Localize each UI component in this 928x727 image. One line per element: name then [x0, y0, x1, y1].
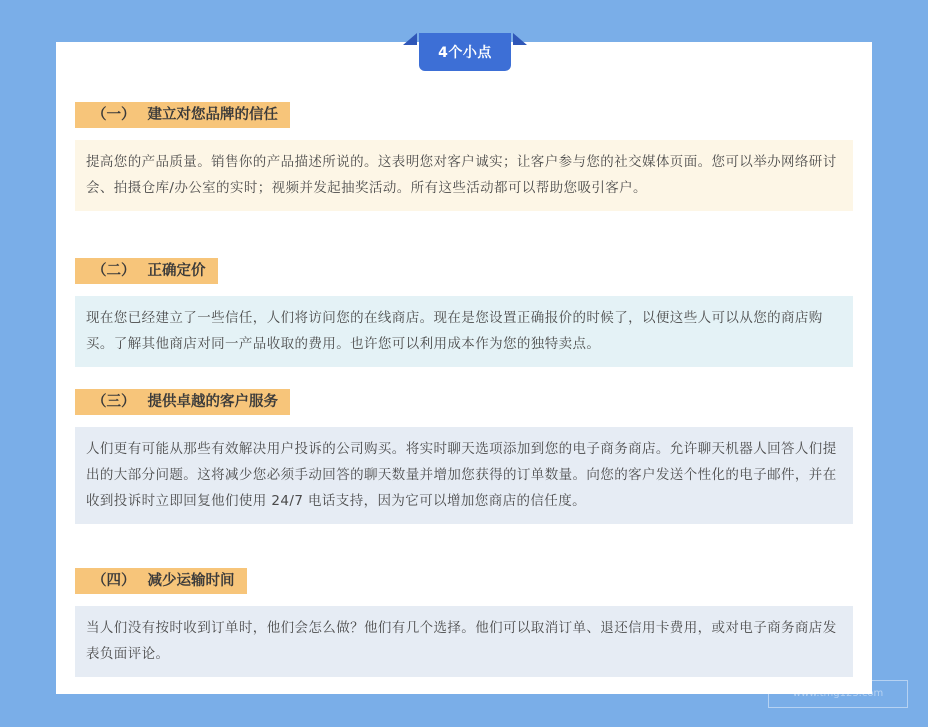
- badge-label: 4个小点: [419, 33, 511, 71]
- section-number: （一）: [92, 107, 136, 123]
- section-heading: [75, 389, 290, 415]
- section-title: 建立对您品牌的信任: [147, 107, 278, 123]
- section-heading: [75, 568, 247, 594]
- section-body: 现在您已经建立了一些信任，人们将访问您的在线商店。现在是您设置正确报价的时候了，以便这些人可以从您的商店购买。了解其他商店对同一产品收取的费用。也许您可以利用成本作为您的独特卖点。: [75, 296, 853, 367]
- section-title: 正确定价: [147, 263, 206, 279]
- badge-fold-left: [403, 33, 417, 45]
- section-1: [75, 102, 853, 211]
- watermark: www.tmg123.com: [768, 680, 908, 708]
- section-3: [75, 389, 853, 524]
- section-number: （二）: [92, 263, 136, 279]
- section-title: 提供卓越的客户服务: [147, 394, 278, 410]
- section-body: 提高您的产品质量。销售你的产品描述所说的。这表明您对客户诚实；让客户参与您的社交媒体页面。您可以举办网络研讨会、拍摄仓库/办公室的实时；视频并发起抽奖活动。所有这些活动都可以帮助您吸引客户。: [75, 140, 853, 211]
- section-number: （三）: [92, 394, 136, 410]
- section-body: 人们更有可能从那些有效解决用户投诉的公司购买。将实时聊天选项添加到您的电子商务商店。允许聊天机器人回答人们提出的大部分问题。这将减少您必须手动回答的聊天数量并增加您获得的订单数量。向您的客户发送个性化的电子邮件，并在收到投诉时立即回复他们使用 24/7 电话支持，因为它可以增加您商店的信任度。: [75, 427, 853, 524]
- section-title: 减少运输时间: [147, 573, 235, 589]
- section-heading: [75, 102, 290, 128]
- title-badge: [403, 33, 527, 73]
- badge-fold-right: [513, 33, 527, 45]
- section-body: 当人们没有按时收到订单时，他们会怎么做？他们有几个选择。他们可以取消订单、退还信用卡费用，或对电子商务商店发表负面评论。: [75, 606, 853, 677]
- section-2: [75, 258, 853, 367]
- section-heading: [75, 258, 218, 284]
- section-4: [75, 568, 853, 677]
- section-number: （四）: [92, 573, 136, 589]
